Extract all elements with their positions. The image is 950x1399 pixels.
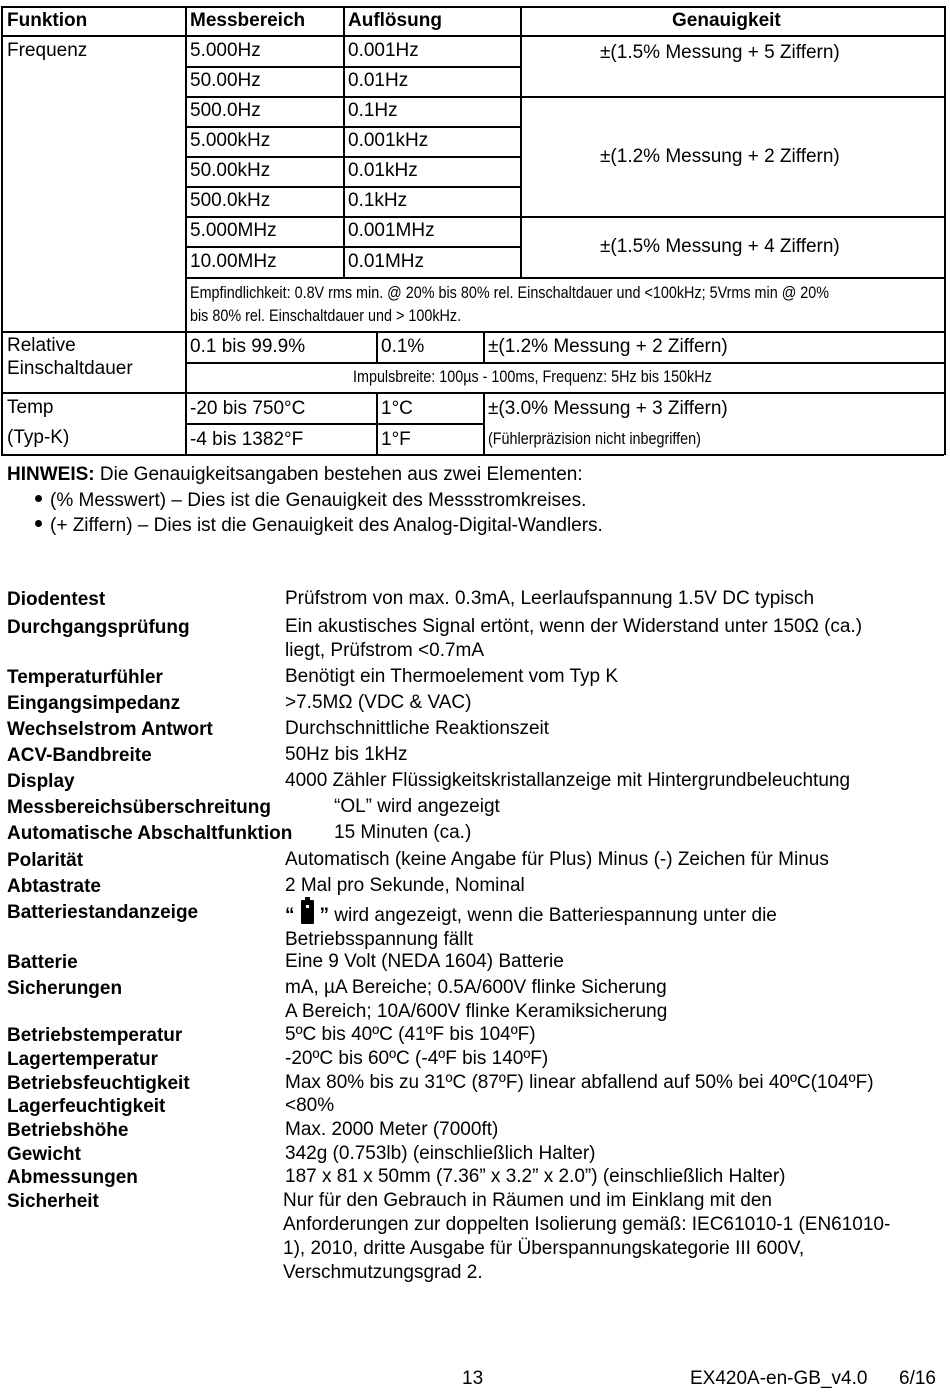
spec-value-fuses: mA, µA Bereiche; 0.5A/600V flinke Sicherung A Bereich; 10A/600V flinke Keramiksicherung xyxy=(285,977,668,1022)
frequency-resolution-2: 0.01Hz xyxy=(348,70,409,91)
spec-label-polarity: Polarität xyxy=(7,850,84,871)
spec-label-fuses: Sicherungen xyxy=(7,978,123,999)
spec-value-acv-bandwidth: 50Hz bis 1kHz xyxy=(285,744,408,765)
duty-resolution: 0.1% xyxy=(381,336,425,357)
frequency-function: Frequenz xyxy=(7,40,88,61)
note-label: HINWEIS: xyxy=(7,464,95,485)
spec-value-temperature-probe: Benötigt ein Thermoelement vom Typ K xyxy=(285,666,619,687)
frequency-range-7: 5.000MHz xyxy=(190,220,277,241)
temp-function-1: Temp xyxy=(7,397,54,418)
note-text: Die Genauigkeitsangaben bestehen aus zwei Elementen: xyxy=(99,464,583,485)
spec-label-operating-altitude: Betriebshöhe xyxy=(7,1120,129,1141)
spec-table xyxy=(0,0,950,460)
spec-value-weight: 342g (0.753lb) (einschließlich Halter) xyxy=(285,1143,596,1164)
temp-resolution-celsius: 1°C xyxy=(381,398,413,419)
spec-value-diode-test: Prüfstrom von max. 0.3mA, Leerlaufspannung 1.5V DC typisch xyxy=(285,588,815,609)
spec-value-battery-indicator: “ ” wird angezeigt, wenn die Batteriespannung unter die Betriebsspannung fällt xyxy=(285,900,777,952)
spec-value-dimensions: 187 x 81 x 50mm (7.36” x 3.2” x 2.0”) (einschließlich Halter) xyxy=(285,1166,786,1187)
battery-icon xyxy=(301,900,314,924)
temp-accuracy: ±(3.0% Messung + 3 Ziffern) xyxy=(488,398,728,419)
frequency-accuracy-2: ±(1.2% Messung + 2 Ziffern) xyxy=(600,146,840,167)
frequency-accuracy-3: ±(1.5% Messung + 4 Ziffern) xyxy=(600,236,840,257)
spec-label-acv-bandwidth: ACV-Bandbreite xyxy=(7,745,152,766)
spec-value-sampling-rate: 2 Mal pro Sekunde, Nominal xyxy=(285,875,525,896)
spec-label-dimensions: Abmessungen xyxy=(7,1167,138,1188)
frequency-sensitivity-note-2: bis 80% rel. Einschaltdauer und > 100kHz. xyxy=(190,306,462,325)
frequency-resolution-4: 0.001kHz xyxy=(348,130,429,151)
spec-label-sampling-rate: Abtastrate xyxy=(7,876,101,897)
header-range: Messbereich xyxy=(190,10,306,31)
spec-value-safety: Nur für den Gebrauch in Räumen und im Einklang mit den Anforderungen zur doppelten Isolierung gemäß: IEC61010-1 (EN61010- 1), 2010, dritte Ausgabe für Überspannungskategorie III 600V, Verschmutzungsgrad 2. xyxy=(283,1190,891,1283)
temp-range-celsius: -20 bis 750°C xyxy=(190,398,306,419)
spec-label-battery: Batterie xyxy=(7,952,78,973)
note-bullet-1: (% Messwert) – Dies ist die Genauigkeit des Messstromkreises. xyxy=(35,490,586,512)
frequency-range-5: 50.00kHz xyxy=(190,160,271,181)
spec-label-storage-temperature: Lagertemperatur xyxy=(7,1049,158,1070)
spec-label-operating-humidity: Betriebsfeuchtigkeit xyxy=(7,1073,190,1094)
spec-label-display: Display xyxy=(7,771,75,792)
spec-value-storage-humidity: <80% xyxy=(285,1095,335,1116)
accuracy-note xyxy=(7,464,583,486)
document-id: EX420A-en-GB_v4.0 xyxy=(690,1368,868,1389)
spec-label-continuity: Durchgangsprüfung xyxy=(7,617,190,638)
spec-label-auto-power-off: Automatische Abschaltfunktion xyxy=(7,823,293,844)
spec-value-polarity: Automatisch (keine Angabe für Plus) Minus (-) Zeichen für Minus xyxy=(285,849,829,870)
frequency-range-4: 5.000kHz xyxy=(190,130,271,151)
spec-label-input-impedance: Eingangsimpedanz xyxy=(7,693,181,714)
frequency-range-1: 5.000Hz xyxy=(190,40,261,61)
spec-label-ac-response: Wechselstrom Antwort xyxy=(7,719,213,740)
spec-value-auto-power-off: 15 Minuten (ca.) xyxy=(334,822,472,843)
frequency-resolution-3: 0.1Hz xyxy=(348,100,398,121)
duty-pulse-note: Impulsbreite: 100µs - 100ms, Frequenz: 5Hz bis 150kHz xyxy=(353,367,712,386)
spec-label-diode-test: Diodentest xyxy=(7,589,106,610)
bullet-icon xyxy=(35,520,42,527)
duty-range: 0.1 bis 99.9% xyxy=(190,336,306,357)
frequency-resolution-1: 0.001Hz xyxy=(348,40,419,61)
spec-value-continuity: Ein akustisches Signal ertönt, wenn der Widerstand unter 150Ω (ca.) liegt, Prüfstrom <0.7mA xyxy=(285,616,863,661)
spec-label-storage-humidity: Lagerfeuchtigkeit xyxy=(7,1096,166,1117)
page-number: 13 xyxy=(462,1368,484,1389)
spec-value-display: 4000 Zähler Flüssigkeitskristallanzeige mit Hintergrundbeleuchtung xyxy=(285,770,851,791)
temp-range-fahrenheit: -4 bis 1382°F xyxy=(190,429,304,450)
duty-function-1: Relative xyxy=(7,335,76,356)
spec-label-operating-temperature: Betriebstemperatur xyxy=(7,1025,183,1046)
note-bullet-2: (+ Ziffern) – Dies ist die Genauigkeit des Analog-Digital-Wandlers. xyxy=(35,515,603,537)
spec-value-operating-temperature: 5ºC bis 40ºC (41ºF bis 104ºF) xyxy=(285,1024,536,1045)
spec-label-over-range: Messbereichsüberschreitung xyxy=(7,797,271,818)
spec-value-ac-response: Durchschnittliche Reaktionszeit xyxy=(285,718,550,739)
temp-function-2: (Typ-K) xyxy=(7,427,70,448)
spec-value-input-impedance: >7.5MΩ (VDC & VAC) xyxy=(285,692,472,713)
spec-value-operating-humidity: Max 80% bis zu 31ºC (87ºF) linear abfallend auf 50% bei 40ºC(104ºF) xyxy=(285,1072,874,1093)
header-resolution: Auflösung xyxy=(348,10,442,31)
frequency-resolution-7: 0.001MHz xyxy=(348,220,435,241)
frequency-resolution-8: 0.01MHz xyxy=(348,251,425,272)
header-function: Funktion xyxy=(7,10,88,31)
header-accuracy: Genauigkeit xyxy=(672,10,781,31)
spec-label-battery-indicator: Batteriestandanzeige xyxy=(7,902,199,923)
temp-accuracy-note: (Fühlerpräzision nicht inbegriffen) xyxy=(488,429,701,448)
frequency-accuracy-1: ±(1.5% Messung + 5 Ziffern) xyxy=(600,42,840,63)
duty-function-2: Einschaltdauer xyxy=(7,358,133,379)
spec-label-weight: Gewicht xyxy=(7,1144,81,1165)
duty-accuracy: ±(1.2% Messung + 2 Ziffern) xyxy=(488,336,728,357)
frequency-range-6: 500.0kHz xyxy=(190,190,271,211)
spec-label-safety: Sicherheit xyxy=(7,1191,99,1212)
frequency-range-8: 10.00MHz xyxy=(190,251,277,272)
spec-value-storage-temperature: -20ºC bis 60ºC (-4ºF bis 140ºF) xyxy=(285,1048,549,1069)
spec-value-over-range: “OL” wird angezeigt xyxy=(334,796,500,817)
frequency-range-3: 500.0Hz xyxy=(190,100,261,121)
spec-value-operating-altitude: Max. 2000 Meter (7000ft) xyxy=(285,1119,499,1140)
temp-resolution-fahrenheit: 1°F xyxy=(381,429,411,450)
spec-label-temperature-probe: Temperaturfühler xyxy=(7,667,163,688)
frequency-resolution-6: 0.1kHz xyxy=(348,190,408,211)
frequency-range-2: 50.00Hz xyxy=(190,70,261,91)
page-of: 6/16 xyxy=(899,1368,936,1389)
frequency-sensitivity-note-1: Empfindlichkeit: 0.8V rms min. @ 20% bis 80% rel. Einschaltdauer und <100kHz; 5Vrms min @ 20% xyxy=(190,283,830,302)
spec-value-battery: Eine 9 Volt (NEDA 1604) Batterie xyxy=(285,951,564,972)
frequency-resolution-5: 0.01kHz xyxy=(348,160,418,181)
bullet-icon xyxy=(35,495,42,502)
